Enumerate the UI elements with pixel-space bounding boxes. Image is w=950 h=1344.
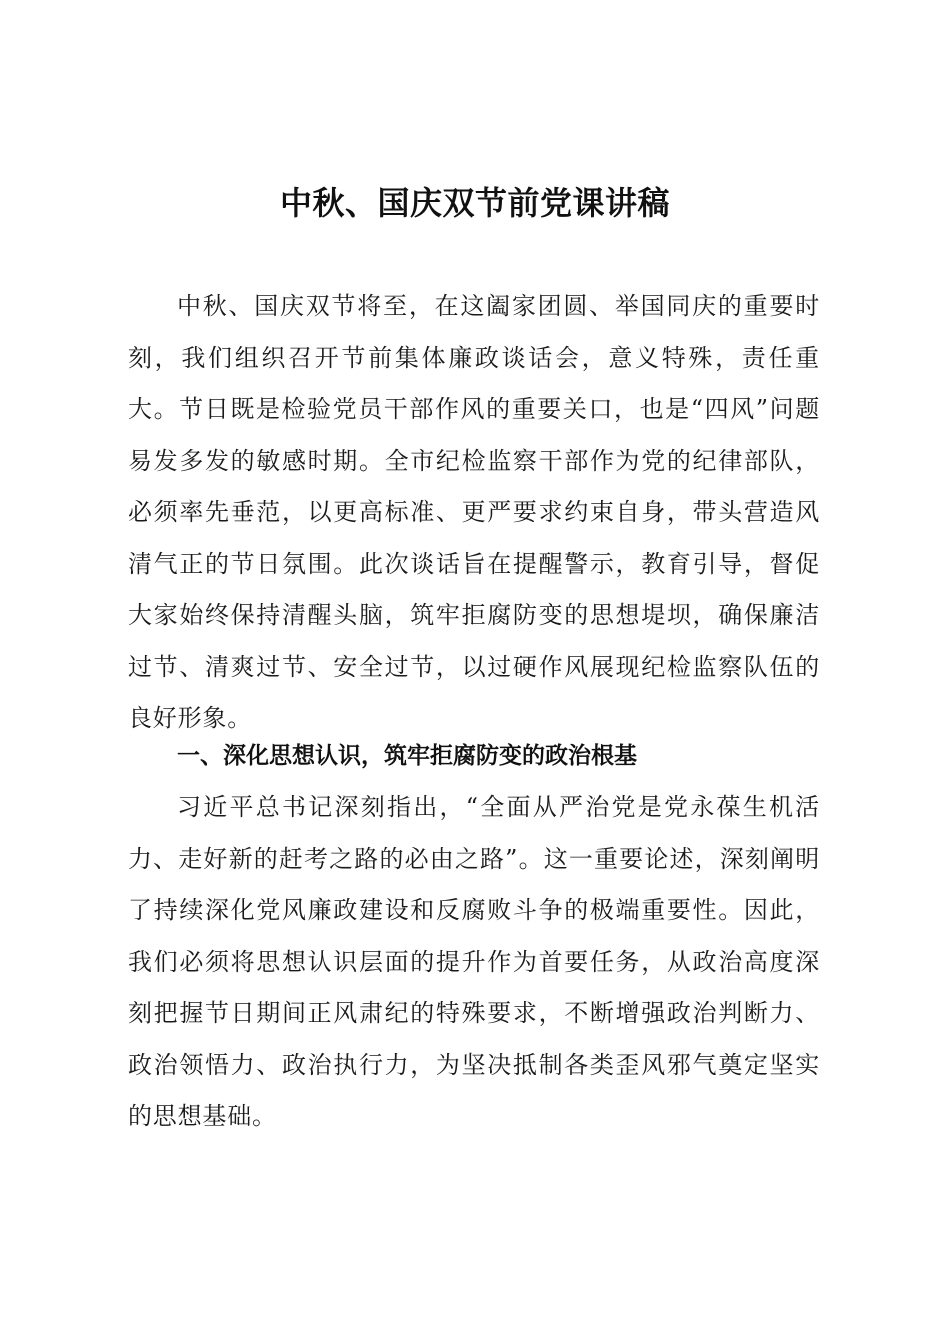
section-heading: 一、深化思想认识，筑牢拒腐防变的政治根基: [177, 743, 637, 769]
document-title: 中秋、国庆双节前党课讲稿: [279, 184, 670, 222]
body-paragraph: 习近平总书记深刻指出，“全面从严治党是党永葆生机活力、走好新的赶考之路的必由之路”。这一重要论述，深刻阐明了持续深化党风廉政建设和反腐败斗争的极端重要性。因此，我们必须将思想认识层面的提升作为首要任务，从政治高度深刻把握节日期间正风肃纪的特殊要求，不断增强政治判断力、政治领悟力、政治执行力，为坚决抵制各类歪风邪气奠定坚实的思想基础。: [128, 793, 820, 1130]
body-paragraph: 中秋、国庆双节将至，在这阖家团圆、举国同庆的重要时刻，我们组织召开节前集体廉政谈话会，意义特殊，责任重大。节日既是检验党员干部作风的重要关口，也是“四风”问题易发多发的敏感时期。全市纪检监察干部作为党的纪律部队，必须率先垂范，以更高标准、更严要求约束自身，带头营造风清气正的节日氛围。此次谈话旨在提醒警示，教育引导，督促大家始终保持清醒头脑，筑牢拒腐防变的思想堤坝，确保廉洁过节、清爽过节、安全过节，以过硬作风展现纪检监察队伍的良好形象。: [128, 292, 820, 732]
